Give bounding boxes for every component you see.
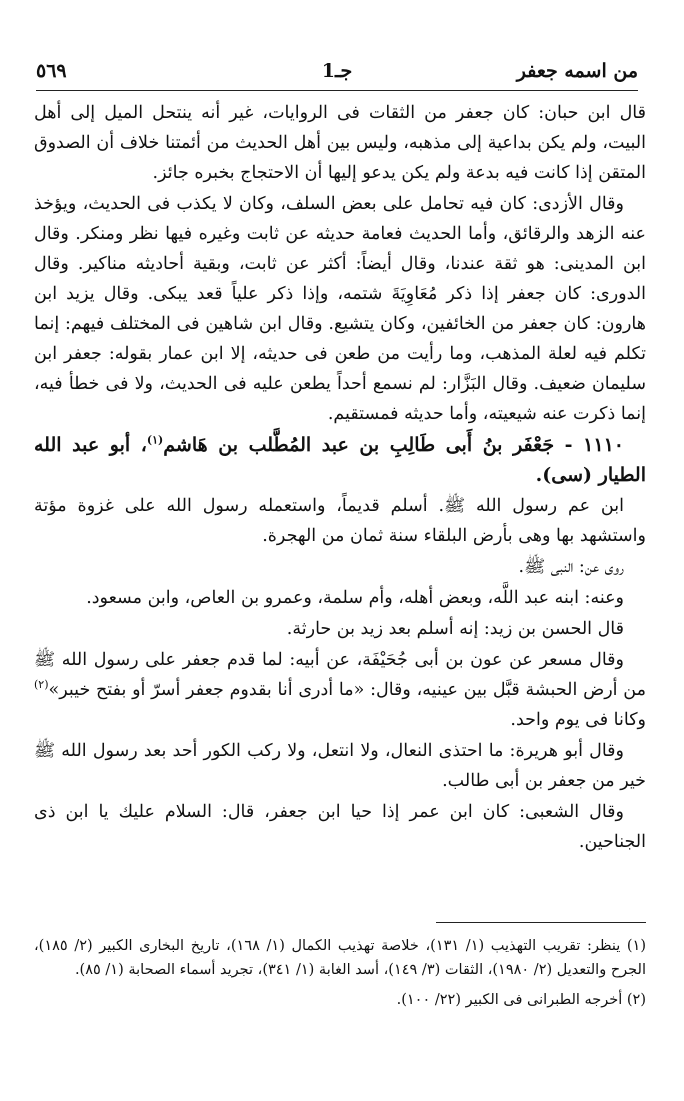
paragraph-ibn-hibban: قال ابن حبان: كان جعفر من الثقات فى الروايات، غير أنه ينتحل الميل إلى أهل البيت، ولم يكن بداعية إلى مذهبه، وليس بين أهل الحديث من أئمتنا خلاف أن الصدوق المتقن إذا كانت فيه بدعة ولم يكن يدعو إليها أن الاحتجاج بخبره جائز. xyxy=(34,103,646,183)
paragraph-hasan: قال الحسن بن زيد: إنه أسلم بعد زيد بن حارثة. xyxy=(286,619,624,639)
entry-kunya: ، أبو عبد الله الطيار (سى). xyxy=(34,434,646,486)
header-divider xyxy=(36,90,638,91)
paragraph-bio: ابن عم رسول الله ﷺ. أسلم قديماً، واستعمله رسول الله على غزوة مؤتة واستشهد بها وهى بأرض البلقاء سنة ثمان من الهجرة. xyxy=(34,496,646,546)
misar-text: وقال مسعر عن عون بن أبى جُحَيْفَة، عن أبيه: لما قدم جعفر على رسول الله ﷺ من أرض الحبشة قبَّل بين عينيه، وقال: «ما أدرى أنا بقدوم جعفر أسرّ أو بفتح خيبر» xyxy=(34,650,646,700)
volume-label: جـ1 xyxy=(321,60,353,82)
footnote-ref-1: (١) xyxy=(146,433,164,447)
paragraph-shabi: وقال الشعبى: كان ابن عمر إذا حيا ابن جعفر، قال: السلام عليك يا ابن ذى الجناحين. xyxy=(34,802,646,852)
paragraph-narrated-by: وعنه: ابنه عبد اللَّه، وبعض أهله، وأم سلمة، وعمرو بن العاص، وابن مسعود. xyxy=(86,588,624,608)
entry-heading xyxy=(34,430,646,490)
footnote-ref-2: (٢) xyxy=(34,678,49,692)
entry-number: ١١١٠ xyxy=(583,434,624,456)
footnote-1: (١) ينظر: تقريب التهذيب (١/ ١٣١)، خلاصة تهذيب الكمال (١/ ١٦٨)، تاريخ البخارى الكبير (٢/ ١٨٥)، الجرح والتعديل (٢/ ١٩٨٠)، الثقات (٣/ ١٤٩)، أسد الغابة (١/ ٣٤١)، تجريد أسماء الصحابة (١/ ٨٥). xyxy=(34,938,646,978)
running-title: من اسمه جعفر xyxy=(516,60,638,82)
page-header xyxy=(36,56,638,86)
entry-separator: - xyxy=(554,434,584,456)
paragraph-narrated-from: روى عن: النبى ﷺ. xyxy=(518,557,624,577)
main-text xyxy=(34,98,646,858)
footnote-2: (٢) أخرجه الطبرانى فى الكبير (٢٢/ ١٠٠). xyxy=(396,992,646,1008)
paragraph-abu-hurayra: وقال أبو هريرة: ما احتذى النعال، ولا انتعل، ولا ركب الكور أحد بعد رسول الله ﷺ خير من جعفر بن أبى طالب. xyxy=(34,741,646,791)
footnote-divider xyxy=(436,922,646,923)
page-number: ٥٦٩ xyxy=(36,60,67,82)
paragraph-azdi: وقال الأزدى: كان فيه تحامل على بعض السلف، وكان لا يكذب فى الحديث، ويؤخذ عنه الزهد والرقائق، وأما الحديث فعامة حديثه عن ثابت وغيره فيها نظر ومنكر. وقال ابن المدينى: هو ثقة عندنا، وقال أيضاً: أكثر عن ثابت، وبقية أحاديثه مناكير. وقال الدورى: كان جعفر إذا ذكر مُعَاوِيَةَ شتمه، وإذا ذكر علياً قعد يبكى. وقال يزيد ابن هارون: كان جعفر من الخائفين، وكان يتشيع. وقال ابن شاهين فى المختلف فيهم: إنما تكلم فيه لعلة المذهب، وما رأيت من طعن فى حديثه، إلا ابن عمار بقوله: جعفر ابن سليمان ضعيف. وقال البَزَّار: لم نسمع أحداً يطعن عليه فى الحديث، ولا فى خطأ فيه، إنما ذكرت عنه شيعيته، وأما حديثه فمستقيم. xyxy=(34,194,646,424)
entry-name: جَعْفَر بنُ أَبى طَالِبِ بن عبد المُطَّلب بن هَاشم xyxy=(163,434,555,456)
misar-text-end: وكانا فى يوم واحد. xyxy=(510,710,646,730)
footnotes xyxy=(34,934,646,1018)
paragraph-misar xyxy=(34,645,646,735)
